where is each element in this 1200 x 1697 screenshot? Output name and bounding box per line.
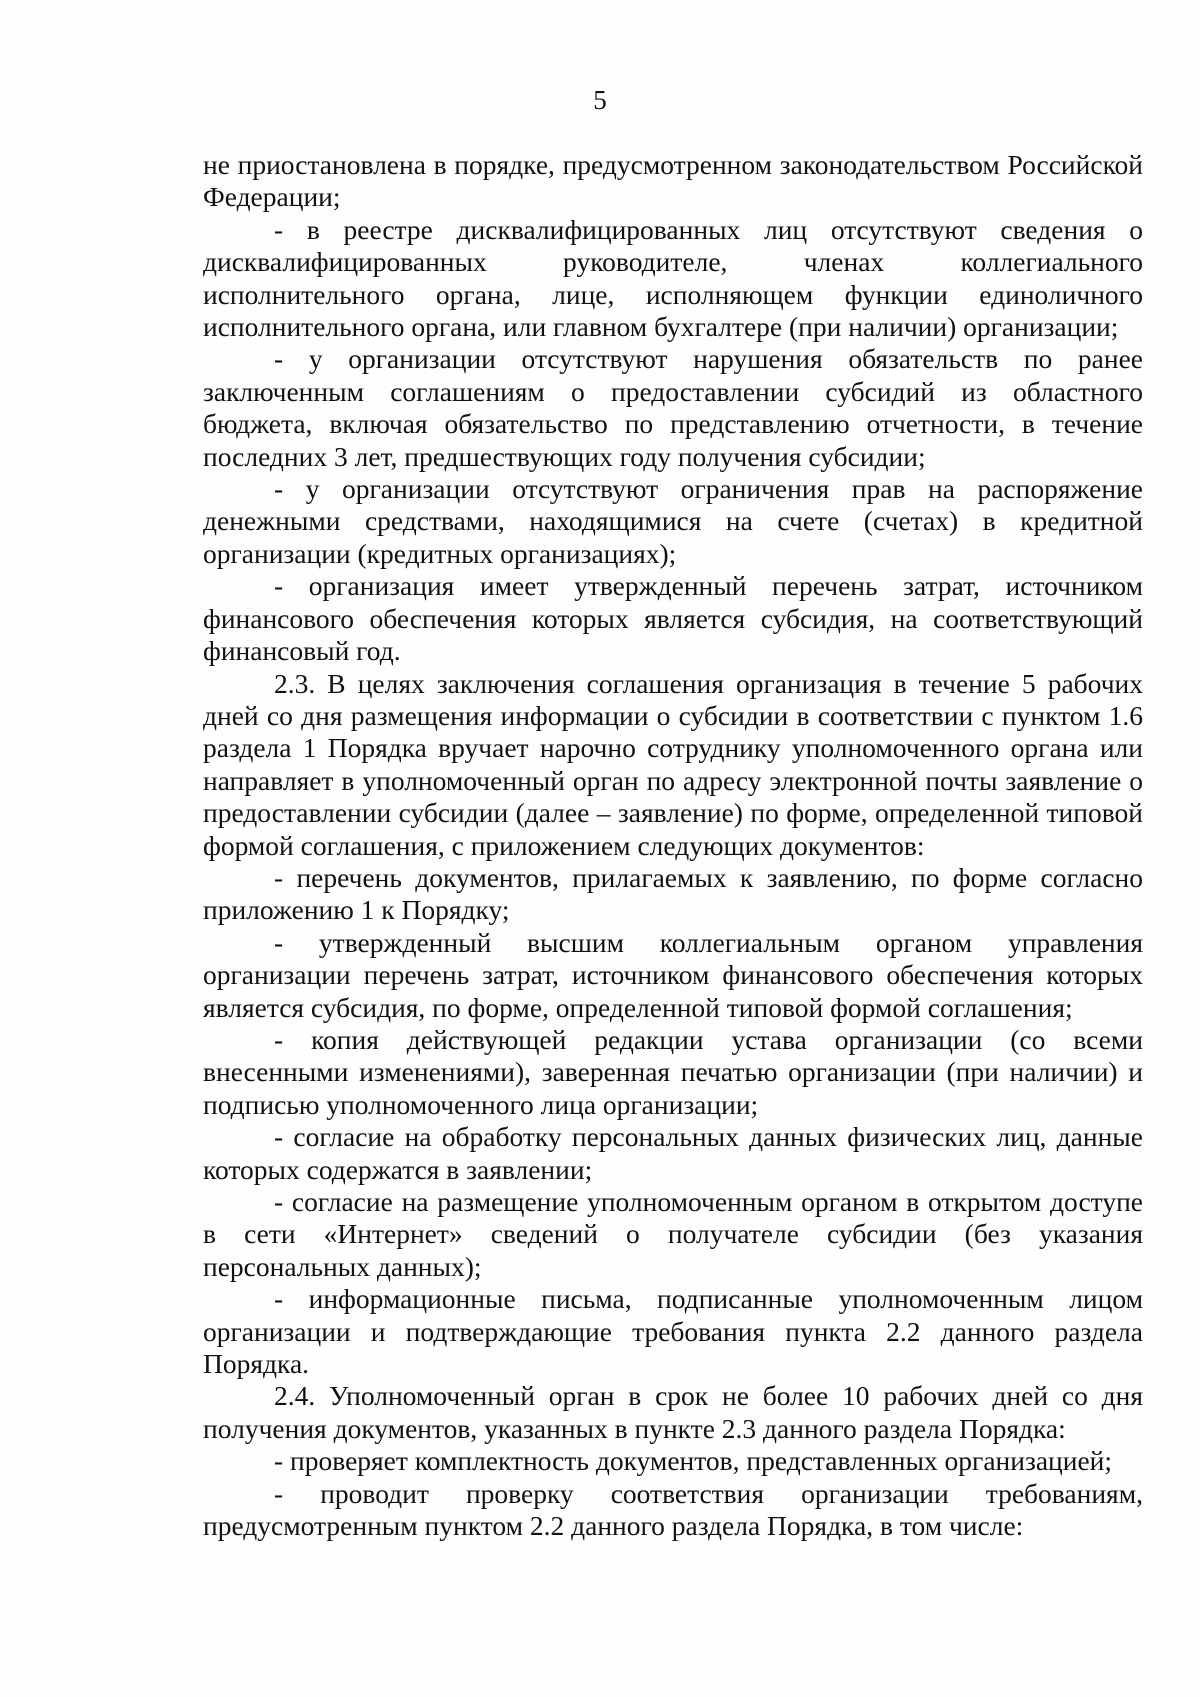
paragraph-compliance-check: - проводит проверку соответствия организации требованиям, предусмотренным пунктом 2.2 данного раздела Порядка, в том числе:	[203, 1477, 1143, 1542]
page-number: 5	[593, 85, 607, 115]
document-body	[203, 149, 1143, 1542]
paragraph-section-2-3: 2.3. В целях заключения соглашения организация в течение 5 рабочих дней со дня размещения информации о субсидии в соответствии с пунктом 1.6 раздела 1 Порядка вручает нарочно сотруднику уполномоченного органа или направляет в уполномоченный орган по адресу электронной почты заявление о предоставлении субсидии (далее – заявление) по форме, определенной типовой формой соглашения, с приложением следующих документов:	[203, 667, 1143, 861]
paragraph-no-violations: - у организации отсутствуют нарушения обязательств по ранее заключенным соглашениям о предоставлении субсидий из областного бюджета, включая обязательство по представлению отчетности, в течение последних 3 лет, предшествующих году получения субсидии;	[203, 343, 1143, 472]
paragraph-charter-copy: - копия действующей редакции устава организации (со всеми внесенными изменениями), заверенная печатью организации (при наличии) и подписью уполномоченного лица организации;	[203, 1023, 1143, 1120]
paragraph-information-letters: - информационные письма, подписанные уполномоченным лицом организации и подтверждающие требования пункта 2.2 данного раздела Порядка.	[203, 1283, 1143, 1380]
paragraph-approved-cost-list: - утвержденный высшим коллегиальным органом управления организации перечень затрат, источником финансового обеспечения которых является субсидия, по форме, определенной типовой формой соглашения;	[203, 926, 1143, 1023]
paragraph-continuation: не приостановлена в порядке, предусмотренном законодательством Российской Федерации;	[203, 149, 1143, 213]
paragraph-publication-consent: - согласие на размещение уполномоченным органом в открытом доступе в сети «Интернет» сведений о получателе субсидии (без указания персональных данных);	[203, 1186, 1143, 1282]
paragraph-no-restrictions: - у организации отсутствуют ограничения прав на распоряжение денежными средствами, находящимися на счете (счетах) в кредитной организации (кредитных организациях);	[203, 473, 1143, 569]
paragraph-section-2-4: 2.4. Уполномоченный орган в срок не более 10 рабочих дней со дня получения документов, указанных в пункте 2.3 данного раздела Порядка:	[203, 1380, 1143, 1444]
paragraph-disqualified-registry: - в реестре дисквалифицированных лиц отсутствуют сведения о дисквалифицированных руководителе, членах коллегиального исполнительного органа, лице, исполняющем функции единоличного исполнительного органа, или главном бухгалтере (при наличии) организации;	[203, 213, 1143, 343]
paragraph-completeness-check: - проверяет комплектность документов, представленных организацией;	[274, 1445, 1113, 1477]
paragraph-cost-list: - организация имеет утвержденный перечень затрат, источником финансового обеспечения которых является субсидия, на соответствующий финансовый год.	[203, 570, 1143, 667]
paragraph-documents-list: - перечень документов, прилагаемых к заявлению, по форме согласно приложению 1 к Порядку;	[203, 861, 1143, 926]
paragraph-personal-data-consent: - согласие на обработку персональных данных физических лиц, данные которых содержатся в заявлении;	[203, 1121, 1143, 1185]
